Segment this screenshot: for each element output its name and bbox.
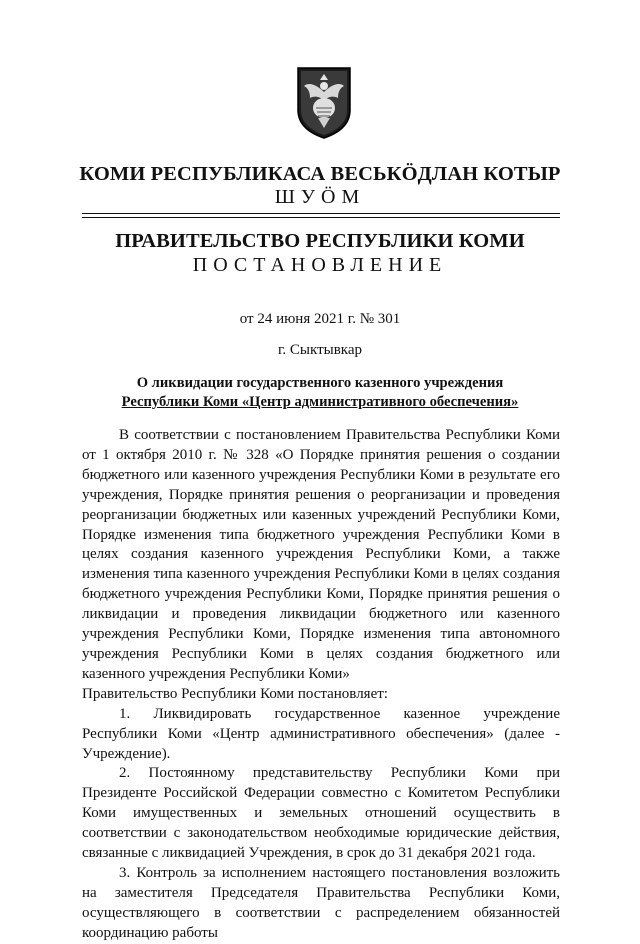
city: г. Сыктывкар [277, 342, 363, 358]
header-divider-bottom [82, 217, 560, 218]
resolves-line: Правительство Республики Коми постановляет: [82, 685, 388, 702]
komi-government-title: КОМИ РЕСПУБЛИКАСА ВЕСЬКӦДЛАН КОТЫР [79, 163, 561, 185]
komi-doc-type: ШУӦМ [274, 186, 366, 208]
preamble-paragraph: В соответствии с постановлением Правительства Республики Коми от 1 октября 2010 г. № 328 «О Порядке принятия решения о создании бюджетного или казенного учреждения Республики Коми в результате его учреждения, Порядке принятия решения о реорганизации и проведения реорганизации бюджетных или казенных учреждений Республики Коми, Порядке изменения типа бюджетного учреждения Республики Коми в целях создания казенного учреждения Республики Коми, а также изменения типа казенного учреждения Республики Коми в целях создания бюджетного учреждения Республики Коми, Порядке принятия решения о ликвидации и проведения ликвидации бюджетного или казенного учреждения Республики Коми, Порядке изменения типа автономного учреждения Республики Коми в целях создания бюджетного или казенного учреждения Республики Коми» [82, 427, 560, 682]
title-line-1: О ликвидации государственного казенного учреждения [136, 375, 504, 391]
date-and-number: от 24 июня 2021 г. № 301 [239, 311, 401, 327]
title-line-2: Республики Коми «Центр административного обеспечения» [121, 394, 519, 410]
header-divider-top [82, 213, 560, 214]
ru-government-title: ПРАВИТЕЛЬСТВО РЕСПУБЛИКИ КОМИ [115, 230, 525, 252]
clause-1: 1. Ликвидировать государственное казенное учреждение Республики Коми «Центр административного обеспечения» (далее - Учреждение). [82, 705, 560, 762]
document-title [0, 374, 640, 412]
ru-doc-type: ПОСТАНОВЛЕНИЕ [192, 254, 448, 276]
clause-2: 2. Постоянному представительству Республики Коми при Президенте Российской Федерации совместно с Комитетом Республики Коми имущественных и земельных отношений осуществить в соответствии с законодательством необходимые юридические действия, связанные с ликвидацией Учреждения, в срок до 31 декабря 2021 года. [82, 765, 560, 862]
clause-3: 3. Контроль за исполнением настоящего постановления возложить на заместителя Председателя Правительства Республики Коми, осуществляющего в соответствии с распределением обязанностей координацию работы [82, 864, 560, 941]
komi-coat-of-arms-icon [296, 66, 352, 140]
document-body [82, 426, 560, 944]
